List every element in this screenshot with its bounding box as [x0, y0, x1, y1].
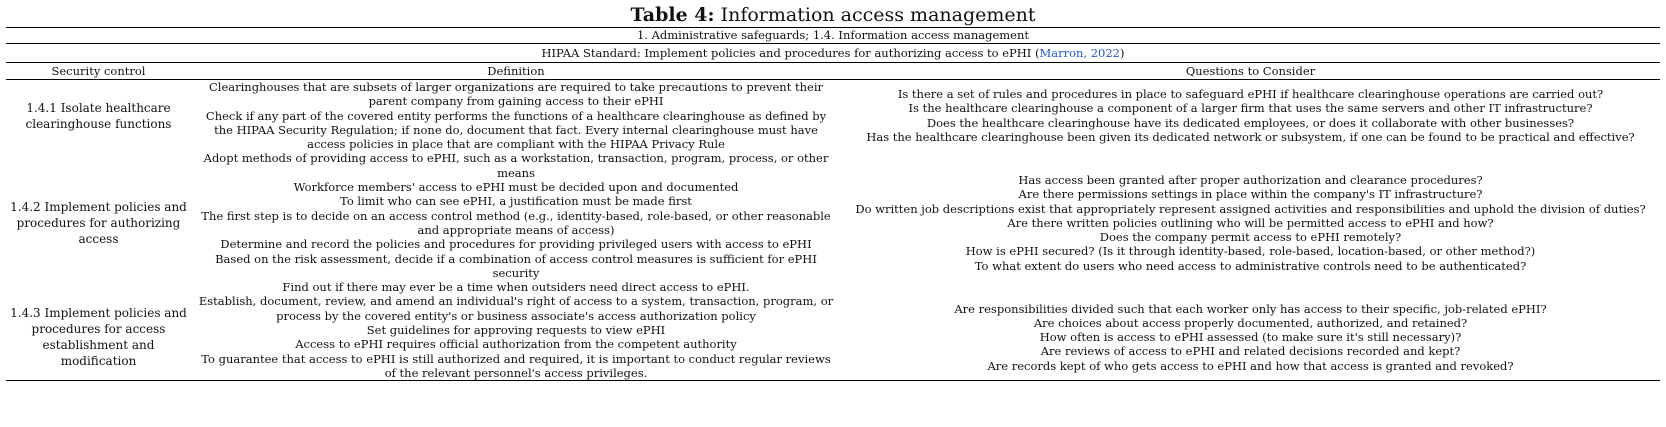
question-item: Is there a set of rules and procedures in place to safeguard ePHI if healthcare clearinghouse operations are carried out?: [897, 87, 1604, 102]
caption-label: Table 4:: [630, 4, 715, 26]
definition-cell: [191, 151, 841, 294]
section-row: [6, 28, 1660, 44]
standard-row: [6, 44, 1660, 63]
standard-heading: [6, 44, 1660, 63]
definition-item: Establish, document, review, and amend an individual's right of access to a system, transaction, program, or process by the covered entity's or business associate's access authorization policy: [198, 294, 834, 323]
definition-item: To limit who can see ePHI, a justification must be made first: [340, 194, 692, 209]
definition-cell: [191, 294, 841, 380]
column-header-definition: Definition: [191, 63, 841, 80]
definition-cell: [191, 80, 841, 152]
definition-item: Access to ePHI requires official authorization from the competent authority: [295, 337, 737, 352]
caption-title: Information access management: [720, 4, 1036, 26]
column-header-control: Security control: [6, 63, 191, 80]
table-row: [6, 294, 1660, 380]
questions-cell: [841, 151, 1660, 294]
citation-link[interactable]: Marron, 2022: [1039, 45, 1121, 60]
table-caption: [0, 0, 1666, 27]
standard-close: ): [1120, 45, 1125, 60]
question-item: Are responsibilities divided such that each worker only has access to their specific, job-related ePHI?: [954, 301, 1547, 316]
question-item: Are there written policies outlining who will be permitted access to ePHI and how?: [1007, 215, 1494, 230]
column-header-questions: Questions to Consider: [841, 63, 1660, 80]
definition-item: Check if any part of the covered entity performs the functions of a healthcare clearinghouse as defined by the HIPAA Security Regulation; if none do, document that fact. Every internal clearinghouse must have access policies in place that are compliant with the HIPAA Privacy Rule: [205, 108, 827, 152]
definition-item: To guarantee that access to ePHI is still authorized and required, it is important to conduct regular reviews of the relevant personnel's access privileges.: [201, 351, 831, 380]
table-row: [6, 151, 1660, 294]
question-item: How often is access to ePHI assessed (to make sure it's still necessary)?: [1039, 330, 1462, 345]
definition-item: Determine and record the policies and procedures for providing privileged users with access to ePHI: [220, 237, 812, 252]
table-body: [6, 80, 1660, 381]
definition-item: Workforce members' access to ePHI must be decided upon and documented: [293, 180, 739, 195]
question-item: Does the company permit access to ePHI remotely?: [1099, 230, 1402, 245]
table-row: [6, 80, 1660, 152]
definition-item: Set guidelines for approving requests to view ePHI: [366, 323, 666, 338]
question-item: Has access been granted after proper authorization and clearance procedures?: [1018, 172, 1483, 187]
question-item: Does the healthcare clearinghouse have its dedicated employees, or does it collaborate with other businesses?: [926, 115, 1575, 130]
definition-item: Adopt methods of providing access to ePHI, such as a workstation, transaction, program, process, or other means: [203, 151, 829, 180]
definition-item: The first step is to decide on an access control method (e.g., identity-based, role-based, or other reasonable and appropriate means of access): [201, 208, 831, 237]
definition-item: Find out if there may ever be a time when outsiders need direct access to ePHI.: [282, 280, 750, 295]
questions-cell: [841, 80, 1660, 152]
definition-item: Based on the risk assessment, decide if a combination of access control measures is sufficient for ePHI security: [215, 251, 817, 280]
question-item: Has the healthcare clearinghouse been given its dedicated network or subsystem, if one can be found to be practical and effective?: [866, 130, 1635, 145]
question-item: Are there permissions settings in place within the company's IT infrastructure?: [1018, 187, 1483, 202]
question-item: Are reviews of access to ePHI and related decisions recorded and kept?: [1040, 344, 1461, 359]
section-heading: 1. Administrative safeguards; 1.4. Information access management: [6, 28, 1660, 44]
question-item: Are choices about access properly documented, authorized, and retained?: [1033, 315, 1468, 330]
column-header-row: [6, 63, 1660, 80]
question-item: Are records kept of who gets access to ePHI and how that access is granted and revoked?: [987, 358, 1514, 373]
security-control-cell: 1.4.2 Implement policies and procedures for authorizing access: [10, 199, 187, 246]
question-item: Is the healthcare clearinghouse a component of a larger firm that uses the same servers and other IT infrastructure?: [908, 101, 1593, 116]
questions-cell: [841, 294, 1660, 380]
security-control-cell: 1.4.1 Isolate healthcare clearinghouse functions: [25, 100, 172, 131]
standard-text: HIPAA Standard: Implement policies and procedures for authorizing access to ePHI (: [541, 45, 1040, 60]
access-management-table: [6, 27, 1660, 381]
question-item: How is ePHI secured? (Is it through identity-based, role-based, location-based, or other method?): [965, 244, 1536, 259]
security-control-cell: 1.4.3 Implement policies and procedures for access establishment and modification: [6, 294, 191, 380]
definition-item: Clearinghouses that are subsets of larger organizations are required to take precautions to prevent their parent company from gaining access to their ePHI: [208, 80, 824, 109]
question-item: To what extent do users who need access to administrative controls need to be authenticated?: [974, 258, 1527, 273]
question-item: Do written job descriptions exist that appropriately represent assigned activities and responsibilities and uphold the division of duties?: [855, 201, 1646, 216]
